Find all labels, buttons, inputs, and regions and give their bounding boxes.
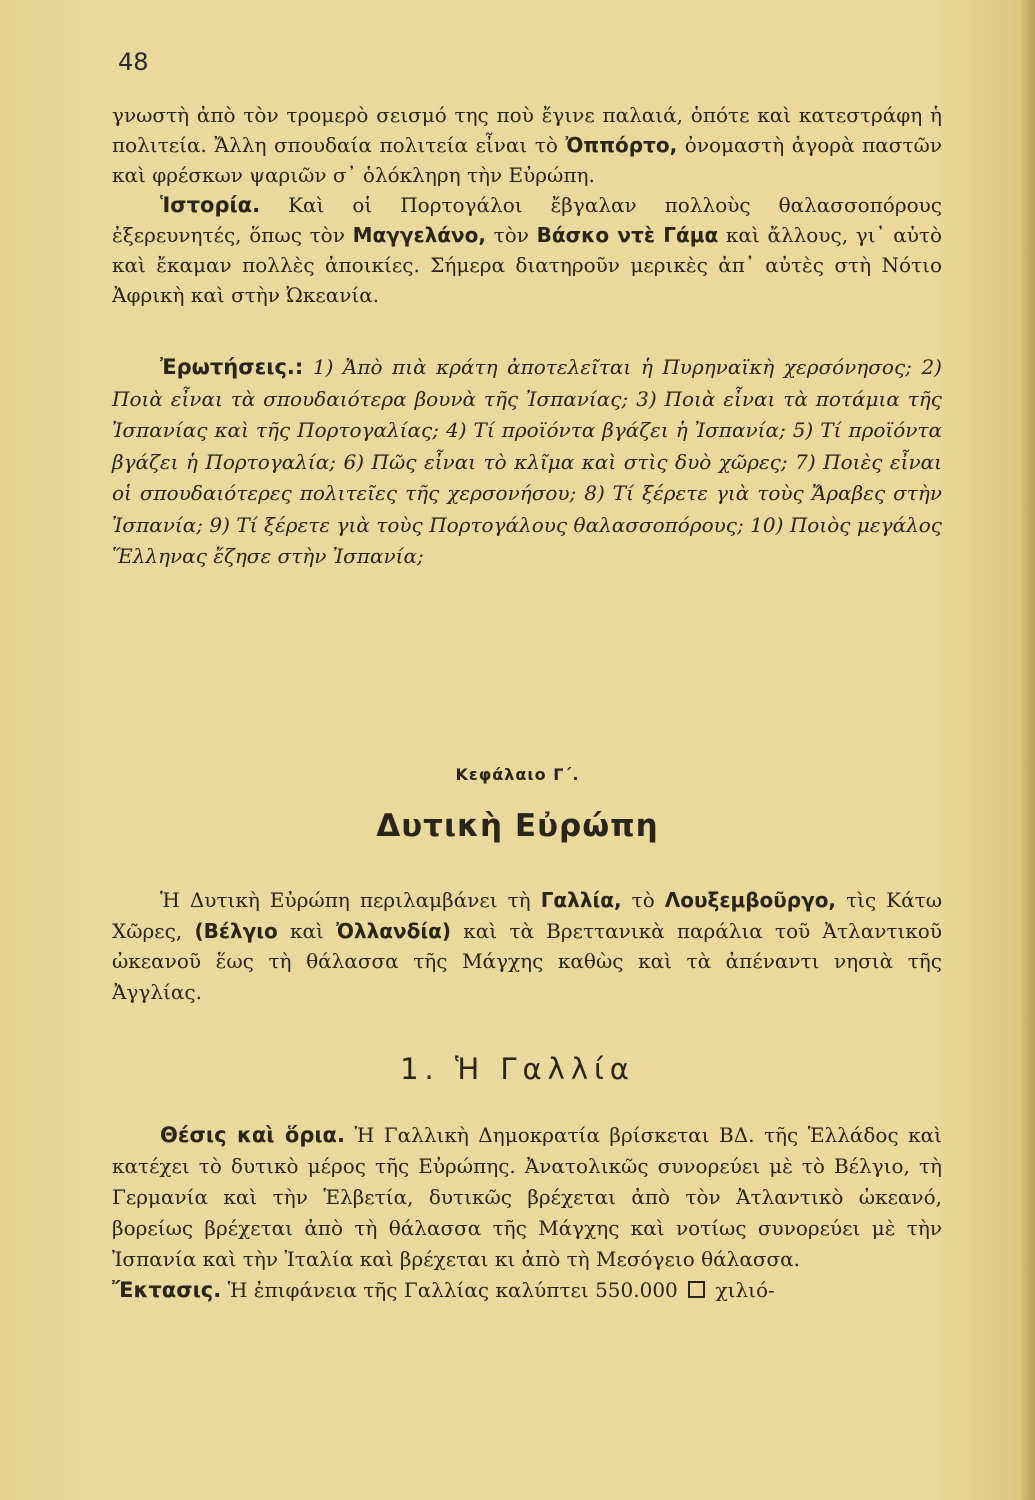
position-heading: Θέσις καὶ ὅρια. — [160, 1123, 345, 1147]
chapter-title: Δυτικὴ Εὐρώπη — [376, 808, 659, 844]
country-belgium: (Βέλγιο — [194, 918, 278, 943]
square-symbol-icon — [688, 1281, 705, 1298]
questions-paragraph — [112, 352, 942, 573]
text-run: χιλιό- — [715, 1278, 775, 1302]
position-text: Ἡ Γαλλικὴ Δημοκρατία βρίσκεται ΒΔ. τῆς Ἑλλάδος καὶ κατέχει τὸ δυτικὸ μέρος τῆς Εὐρώπης. Ἀνατολικῶς συνορεύει μὲ τὸ Βέλγιο, τὴ Γερμανία καὶ τὴν Ἑλβετία, δυτικῶς βρέχεται ἀπὸ τὸν Ἀτλαντικὸ ὠκεανό, βορείως βρέχεται ἀπὸ τὴ θάλασσα τῆς Μάγχης καὶ νοτίως συνορεύει μὲ τὴν Ἰσπανία καὶ τὴν Ἰταλία καὶ βρέχεται κι ἀπὸ τὴ Μεσόγειο θάλασσα. — [112, 1123, 942, 1271]
text-run: γνωστὴ ἀπὸ τὸν τρομερὸ σεισμό της ποὺ ἔγινε παλαιά, ὁπότε καὶ κατεστράφη ἡ πολιτεία. Ἄλλη σπουδαία πολιτεία εἶναι τὸ — [112, 103, 942, 157]
city-porto: Ὀππόρτο, — [565, 133, 678, 157]
text-run: καὶ — [290, 918, 324, 943]
page-edge — [1021, 0, 1035, 1500]
text-run: καὶ ἄλλους, γι᾽ αὐτὸ καὶ ἔκαμαν πολλὲς ἀποικίες. Σήμερα διατηροῦν μερικὲς ἀπ᾽ αὐτὲς στὴ Νότιο Ἀφρικὴ καὶ στὴν Ὠκεανία. — [112, 223, 943, 307]
position-paragraph — [112, 1120, 942, 1275]
paragraph-porto — [112, 100, 942, 190]
name-magellan: Μαγγελάνο, — [352, 223, 486, 247]
country-holland: Ὀλλανδία) — [336, 918, 452, 943]
area-heading: Ἔκτασις. — [112, 1278, 222, 1302]
country-luxembourg: Λουξεμβοῦργο, — [664, 888, 837, 912]
paragraph-history — [112, 190, 942, 310]
page-number: 48 — [118, 48, 149, 76]
text-run: τὸ — [631, 888, 655, 912]
questions-block — [112, 352, 942, 573]
name-vasco-da-gama: Βάσκο ντὲ Γάμα — [536, 223, 719, 247]
portugal-text — [112, 100, 942, 310]
questions-heading: Ἐρωτήσεις.: — [160, 355, 304, 379]
history-heading: Ἱστορία. — [160, 193, 261, 217]
questions-text: 1) Ἀπὸ πιὰ κράτη ἀποτελεῖται ἡ Πυρηναϊκὴ χερσόνησος; 2) Ποιὰ εἶναι τὰ σπουδαιότερα βουνὰ τῆς Ἰσπανίας; 3) Ποιὰ εἶναι τὰ ποτάμια τῆς Ἰσπανίας καὶ τῆς Πορτογαλίας; 4) Τί προϊόντα βγάζει ἡ Ἰσπανία; 5) Τί προϊόντα βγάζει ἡ Πορτογαλία; 6) Πῶς εἶναι τὸ κλῖμα καὶ στὶς δυὸ χῶρες; 7) Ποιὲς εἶναι οἱ σπουδαιότερες πολιτεῖες τῆς χερσονήσου; 8) Τί ξέρετε γιὰ τοὺς Ἄραβες στὴν Ἰσπανία; 9) Τί ξέρετε γιὰ τοὺς Πορτογάλους θαλασσοπόρους; 10) Ποιὸς μεγάλος Ἕλληνας ἔζησε στὴν Ἰσπανία; — [112, 355, 942, 568]
text-run: Καὶ οἱ Πορτογάλοι ἔβγαλαν πολλοὺς θαλασσοπόρους ἐξερευνητές, ὅπως τὸν — [112, 193, 943, 247]
country-france: Γαλλία, — [540, 888, 622, 912]
text-run: καὶ τὰ Βρεττανικὰ παράλια τοῦ Ἀτλαντικοῦ ὠκεανοῦ ἕως τὴ θάλασσα τῆς Μάγχης καθὼς καὶ τὰ ἀπέναντι νησιὰ τῆς Ἀγγλίας. — [112, 918, 942, 1004]
intro-paragraph — [112, 885, 942, 1007]
text-run: ὀνομαστὴ ἀγορὰ παστῶν καὶ φρέσκων ψαριῶν σ᾽ ὁλόκληρη τὴν Εὐρώπη. — [112, 133, 942, 187]
france-block — [112, 1120, 942, 1306]
area-paragraph — [112, 1275, 942, 1306]
text-run: Ἡ Δυτικὴ Εὐρώπη περιλαμβάνει τὴ — [160, 888, 531, 912]
text-run: τὶς Κάτω Χῶρες, — [112, 888, 943, 943]
text-run: τὸν — [493, 223, 529, 247]
intro-block — [112, 885, 942, 1007]
area-text: Ἡ ἐπιφάνεια τῆς Γαλλίας καλύπτει 550.000 — [227, 1278, 678, 1302]
section-title: 1. Ἡ Γαλλία — [400, 1052, 635, 1086]
chapter-label: Κεφάλαιο Γ΄. — [455, 765, 580, 784]
